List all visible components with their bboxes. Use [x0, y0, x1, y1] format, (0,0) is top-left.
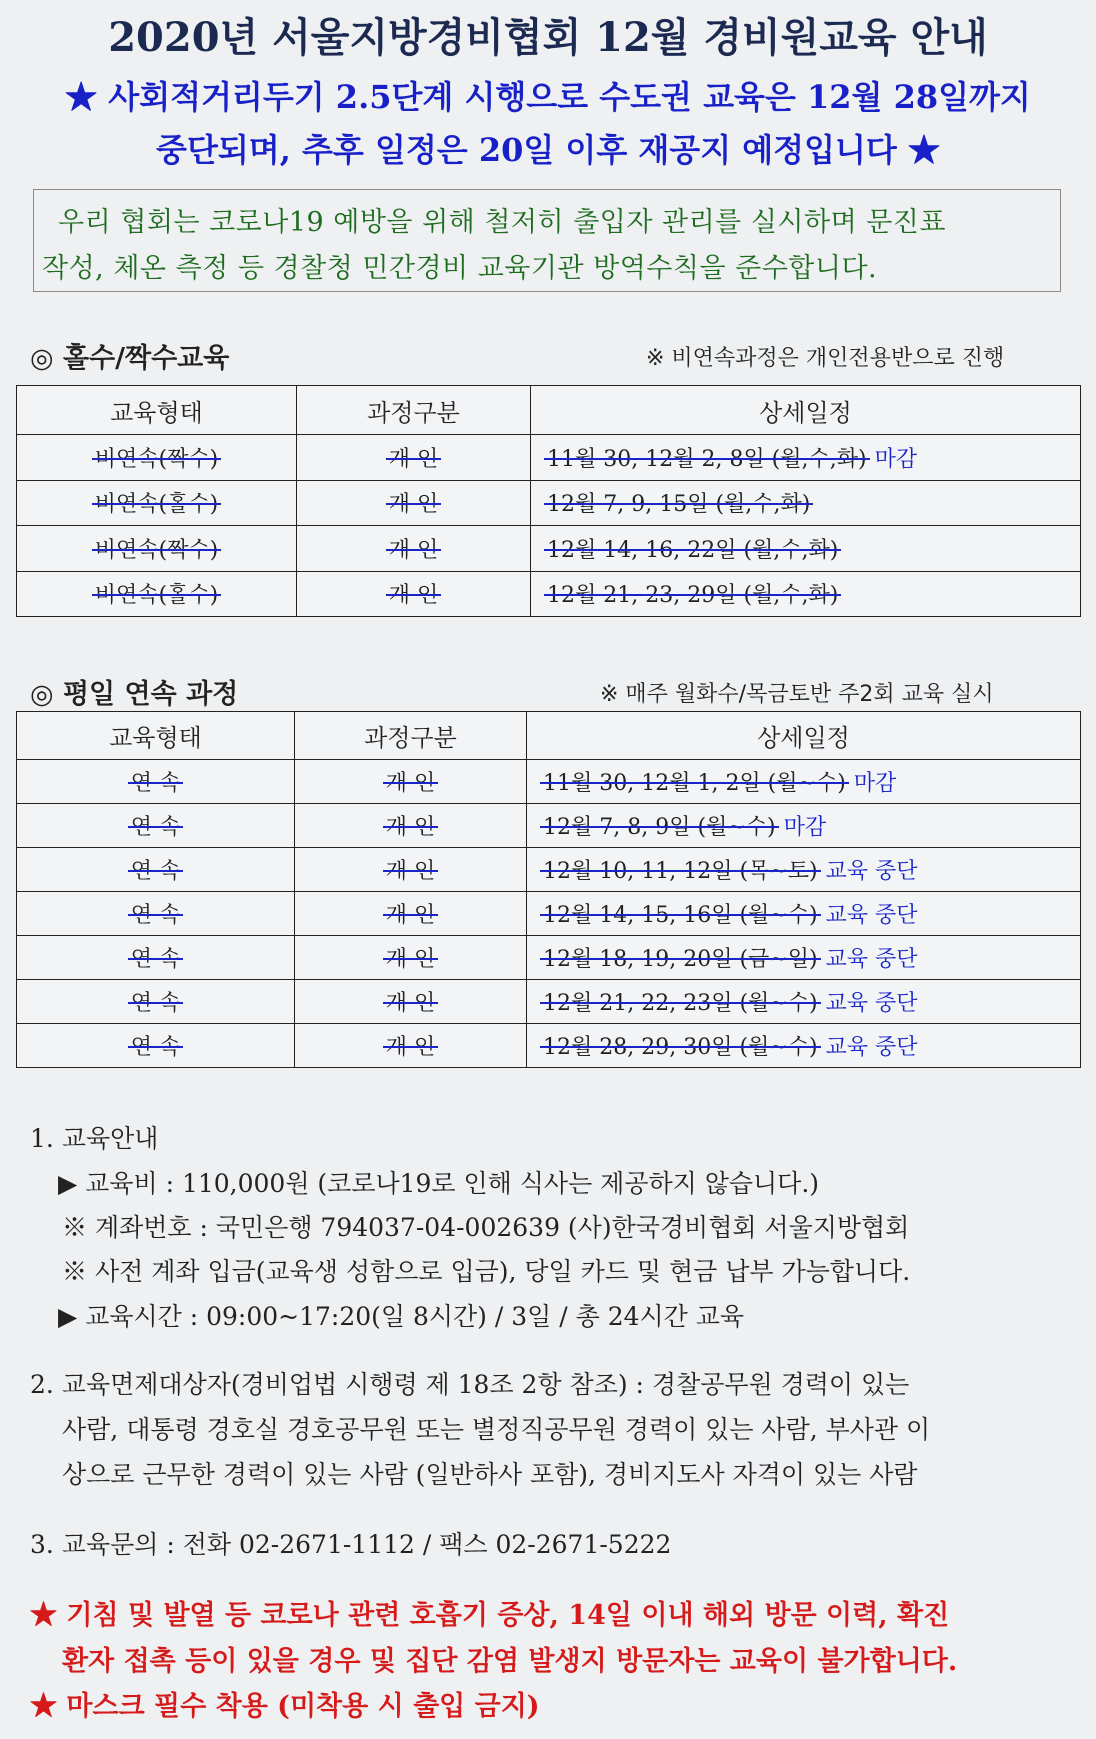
mask-warning: ★ 마스크 필수 착용 (미착용 시 출입 금지): [30, 1691, 540, 1722]
status-label: 교육 중단: [825, 903, 918, 928]
cell-schedule: [527, 760, 1081, 804]
notice-line-1: ★ 사회적거리두기 2.5단계 시행으로 수도권 교육은 12월 28일까지: [65, 78, 1031, 116]
type-text: 연 속: [131, 854, 181, 885]
cell-schedule: [531, 571, 1081, 617]
info-account: ※ 계좌번호 : 국민은행 794037-04-002639 (사)한국경비협회 서울지방협회: [62, 1213, 910, 1242]
cell-type: [17, 760, 295, 804]
exemption-line-3: 상으로 근무한 경력이 있는 사람 (일반하사 포함), 경비지도사 자격이 있는 사람: [62, 1460, 918, 1489]
section1-heading: ◎ 홀수/짝수교육: [30, 343, 230, 374]
inquiry-line: 3. 교육문의 : 전화 02-2671-1112 / 팩스 02-2671-5222: [30, 1530, 672, 1559]
type-text: 비연속(홀수): [95, 487, 218, 518]
course-text: 개 인: [386, 898, 436, 929]
cell-schedule: [531, 435, 1081, 481]
odd-even-table: [16, 385, 1081, 617]
course-text: 개 인: [386, 810, 436, 841]
course-text: 개 인: [386, 986, 436, 1017]
cell-type: [17, 848, 295, 892]
table-row: [17, 848, 1081, 892]
cell-schedule: [527, 980, 1081, 1024]
header-course: 과정구분: [295, 712, 527, 760]
schedule-text: 12월 18, 19, 20일 (금~일): [543, 942, 818, 973]
type-text: 비연속(짝수): [95, 533, 218, 564]
exemption-line-2: 사람, 대통령 경호실 경호공무원 또는 별정직공무원 경력이 있는 사람, 부사관 이: [62, 1415, 931, 1444]
status-label: 교육 중단: [825, 947, 918, 972]
table-row: [17, 526, 1081, 572]
course-text: 개 인: [386, 1030, 436, 1061]
type-text: 연 속: [131, 810, 181, 841]
cell-schedule: [527, 848, 1081, 892]
prevention-line-1: 우리 협회는 코로나19 예방을 위해 철저히 출입자 관리를 실시하며 문진표: [58, 207, 946, 238]
type-text: 연 속: [131, 1030, 181, 1061]
schedule-text: 12월 7, 8, 9일 (월~수): [543, 810, 776, 841]
schedule-text: 12월 7, 9, 15일 (월,수,화): [547, 487, 810, 518]
course-text: 개 인: [389, 487, 439, 518]
course-text: 개 인: [389, 533, 439, 564]
status-label: 마감: [853, 771, 897, 796]
course-text: 개 인: [389, 442, 439, 473]
cell-type: [17, 1024, 295, 1068]
cell-type: [17, 571, 297, 617]
cell-course: [295, 804, 527, 848]
cell-schedule: [527, 804, 1081, 848]
type-text: 연 속: [131, 766, 181, 797]
cell-course: [297, 435, 531, 481]
type-text: 비연속(짝수): [95, 442, 218, 473]
table-row: [17, 1024, 1081, 1068]
schedule-text: 12월 10, 11, 12일 (목~토): [543, 854, 818, 885]
schedule-text: 11월 30, 12월 1, 2일 (월~수): [543, 766, 846, 797]
cell-course: [295, 936, 527, 980]
info-fee: ▶ 교육비 : 110,000원 (코로나19로 인해 식사는 제공하지 않습니다.): [58, 1169, 820, 1198]
status-label: 마감: [874, 446, 918, 472]
exemption-line-1: 2. 교육면제대상자(경비업법 시행령 제 18조 2항 참조) : 경찰공무원 경력이 있는: [30, 1370, 910, 1399]
cell-course: [295, 760, 527, 804]
cell-schedule: [527, 1024, 1081, 1068]
cell-type: [17, 435, 297, 481]
table-row: [17, 571, 1081, 617]
cell-type: [17, 480, 297, 526]
cell-course: [297, 480, 531, 526]
type-text: 연 속: [131, 898, 181, 929]
type-text: 비연속(홀수): [95, 578, 218, 609]
cell-type: [17, 980, 295, 1024]
status-label: 마감: [783, 815, 827, 840]
section2-note: ※ 매주 월화수/목금토반 주2회 교육 실시: [600, 682, 994, 707]
schedule-text: 12월 28, 29, 30일 (월~수): [543, 1030, 818, 1061]
schedule-text: 11월 30, 12월 2, 8일 (월,수,화): [547, 442, 867, 473]
header-schedule: 상세일정: [527, 712, 1081, 760]
course-text: 개 인: [389, 578, 439, 609]
notice-line-2: 중단되며, 추후 일정은 20일 이후 재공지 예정입니다 ★: [156, 131, 940, 169]
cell-schedule: [527, 892, 1081, 936]
page-title: 2020년 서울지방경비협회 12월 경비원교육 안내: [108, 14, 988, 61]
status-label: 교육 중단: [825, 1035, 918, 1060]
cell-schedule: [527, 936, 1081, 980]
schedule-text: 12월 21, 22, 23일 (월~수): [543, 986, 818, 1017]
cell-type: [17, 892, 295, 936]
section1-note: ※ 비연속과정은 개인전용반으로 진행: [646, 346, 1005, 371]
header-schedule: 상세일정: [531, 386, 1081, 435]
type-text: 연 속: [131, 986, 181, 1017]
header-type: 교육형태: [17, 386, 297, 435]
table-row: [17, 760, 1081, 804]
cell-schedule: [531, 526, 1081, 572]
cell-course: [295, 892, 527, 936]
cell-type: [17, 526, 297, 572]
course-text: 개 인: [386, 942, 436, 973]
table-header-row: [17, 712, 1081, 760]
status-label: 교육 중단: [825, 859, 918, 884]
status-label: 교육 중단: [825, 991, 918, 1016]
course-text: 개 인: [386, 854, 436, 885]
table-row: [17, 480, 1081, 526]
prevention-line-2: 작성, 체온 측정 등 경찰청 민간경비 교육기관 방역수칙을 준수합니다.: [42, 253, 878, 284]
info-payment: ※ 사전 계좌 입금(교육생 성함으로 입금), 당일 카드 및 현금 납부 가능합니다.: [62, 1257, 911, 1286]
table-row: [17, 892, 1081, 936]
cell-type: [17, 804, 295, 848]
cell-course: [297, 571, 531, 617]
table-row: [17, 804, 1081, 848]
table-row: [17, 936, 1081, 980]
table-row: [17, 435, 1081, 481]
cell-course: [295, 1024, 527, 1068]
schedule-text: 12월 14, 16, 22일 (월,수,화): [547, 533, 838, 564]
info-heading-1: 1. 교육안내: [30, 1124, 159, 1153]
schedule-text: 12월 14, 15, 16일 (월~수): [543, 898, 818, 929]
course-text: 개 인: [386, 766, 436, 797]
table-row: [17, 980, 1081, 1024]
warning-line-1: ★ 기침 및 발열 등 코로나 관련 호흡기 증상, 14일 이내 해외 방문 이력, 확진: [30, 1600, 950, 1631]
schedule-text: 12월 21, 23, 29일 (월,수,화): [547, 578, 838, 609]
warning-line-2: 환자 접촉 등이 있을 경우 및 집단 감염 발생지 방문자는 교육이 불가합니다.: [62, 1646, 958, 1677]
continuous-table: [16, 711, 1081, 1068]
cell-course: [297, 526, 531, 572]
cell-course: [295, 980, 527, 1024]
cell-course: [295, 848, 527, 892]
cell-schedule: [531, 480, 1081, 526]
table-header-row: [17, 386, 1081, 435]
info-time: ▶ 교육시간 : 09:00~17:20(일 8시간) / 3일 / 총 24시간 교육: [58, 1302, 745, 1331]
cell-type: [17, 936, 295, 980]
type-text: 연 속: [131, 942, 181, 973]
header-type: 교육형태: [17, 712, 295, 760]
header-course: 과정구분: [297, 386, 531, 435]
section2-heading: ◎ 평일 연속 과정: [30, 679, 239, 710]
